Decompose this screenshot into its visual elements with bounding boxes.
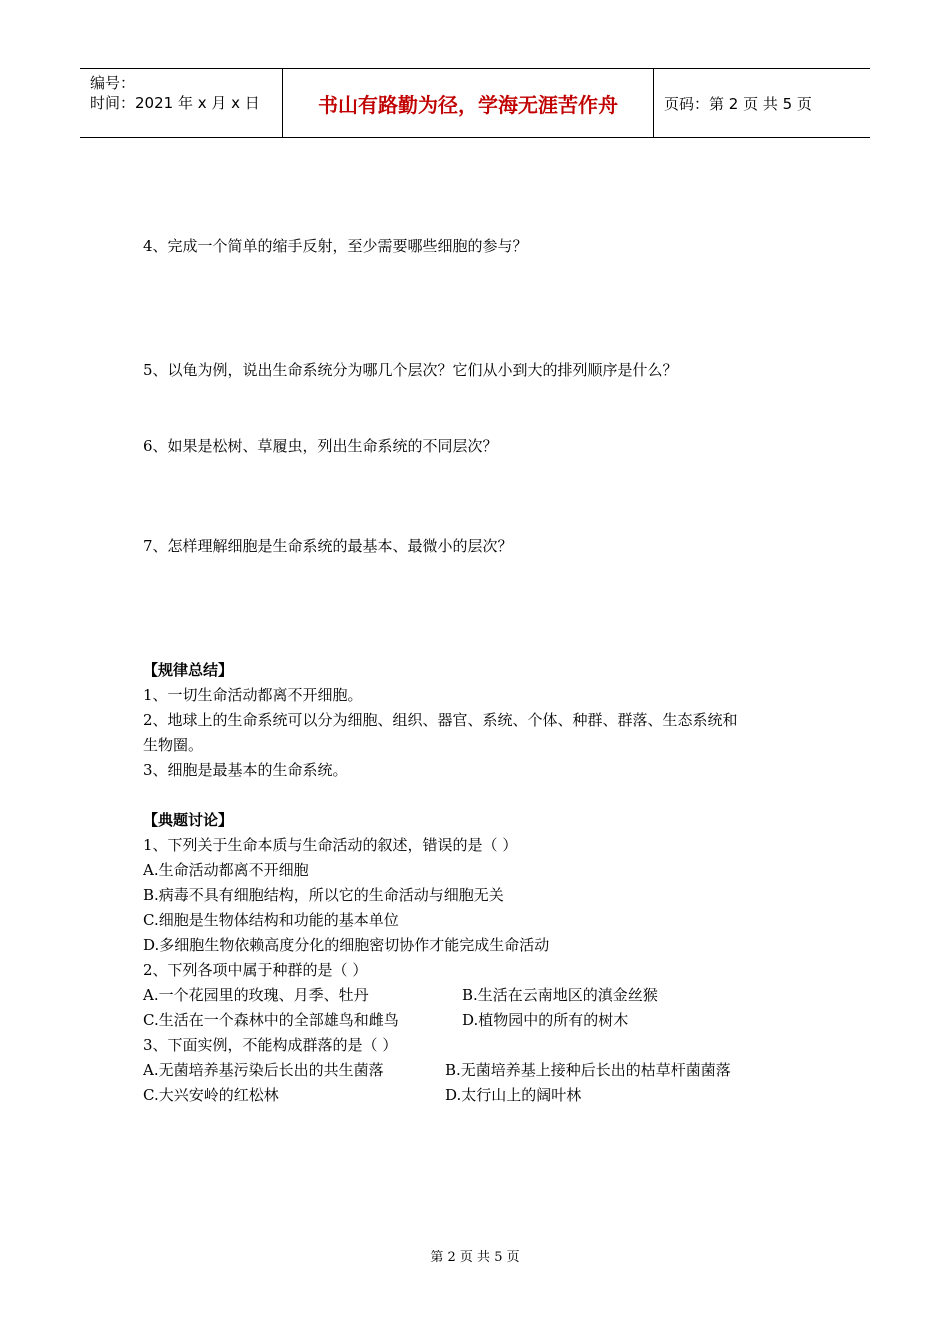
summary-line: 2、地球上的生命系统可以分为细胞、组织、器官、系统、个体、种群、群落、生态系统和 <box>143 711 738 729</box>
q2-option-a: A.一个花园里的玫瑰、月季、牡丹 <box>143 986 369 1004</box>
q1-option-c: C.细胞是生物体结构和功能的基本单位 <box>143 911 399 929</box>
discussion-heading: 【典题讨论】 <box>143 811 234 829</box>
time-label: 时间：2021 年 x 月 x 日 <box>90 94 260 112</box>
question-6: 6、如果是松树、草履虫，列出生命系统的不同层次？ <box>143 437 498 455</box>
page-footer: 第 2 页 共 5 页 <box>430 1250 520 1265</box>
q2-option-c: C.生活在一个森林中的全部雄鸟和雌鸟 <box>143 1011 399 1029</box>
summary-line: 生物圈。 <box>143 736 204 754</box>
summary-heading: 【规律总结】 <box>143 661 234 679</box>
q2-option-d: D.植物园中的所有的树木 <box>462 1011 629 1029</box>
q3-option-a: A.无菌培养基污染后长出的共生菌落 <box>143 1061 384 1079</box>
motto: 书山有路勤为径，学海无涯苦作舟 <box>282 69 654 137</box>
question-5: 5、以龟为例，说出生命系统分为哪几个层次？它们从小到大的排列顺序是什么？ <box>143 361 678 379</box>
header-meta <box>80 69 282 137</box>
q1-option-a: A.生命活动都离不开细胞 <box>143 861 309 879</box>
question-7: 7、怎样理解细胞是生命系统的最基本、最微小的层次？ <box>143 537 513 555</box>
q1-option-d: D.多细胞生物依赖高度分化的细胞密切协作才能完成生命活动 <box>143 936 550 954</box>
summary-line: 3、细胞是最基本的生命系统。 <box>143 761 348 779</box>
discussion-q2-stem: 2、下列各项中属于种群的是（ ） <box>143 961 368 979</box>
page-info: 页码：第 2 页 共 5 页 <box>664 94 812 113</box>
discussion-q1-stem: 1、下列关于生命本质与生命活动的叙述，错误的是（ ） <box>143 836 518 854</box>
question-4: 4、完成一个简单的缩手反射，至少需要哪些细胞的参与？ <box>143 237 528 255</box>
serial-label: 编号： <box>90 74 136 92</box>
q1-option-b: B.病毒不具有细胞结构，所以它的生命活动与细胞无关 <box>143 886 504 904</box>
q3-option-d: D.太行山上的阔叶林 <box>445 1086 582 1104</box>
discussion-q3-stem: 3、下面实例，不能构成群落的是（ ） <box>143 1036 398 1054</box>
q2-option-b: B.生活在云南地区的滇金丝猴 <box>462 986 658 1004</box>
summary-line: 1、一切生命活动都离不开细胞。 <box>143 686 363 704</box>
q3-option-c: C.大兴安岭的红松林 <box>143 1086 279 1104</box>
document-header <box>80 68 870 138</box>
q3-option-b: B.无菌培养基上接种后长出的枯草杆菌菌落 <box>445 1061 731 1079</box>
